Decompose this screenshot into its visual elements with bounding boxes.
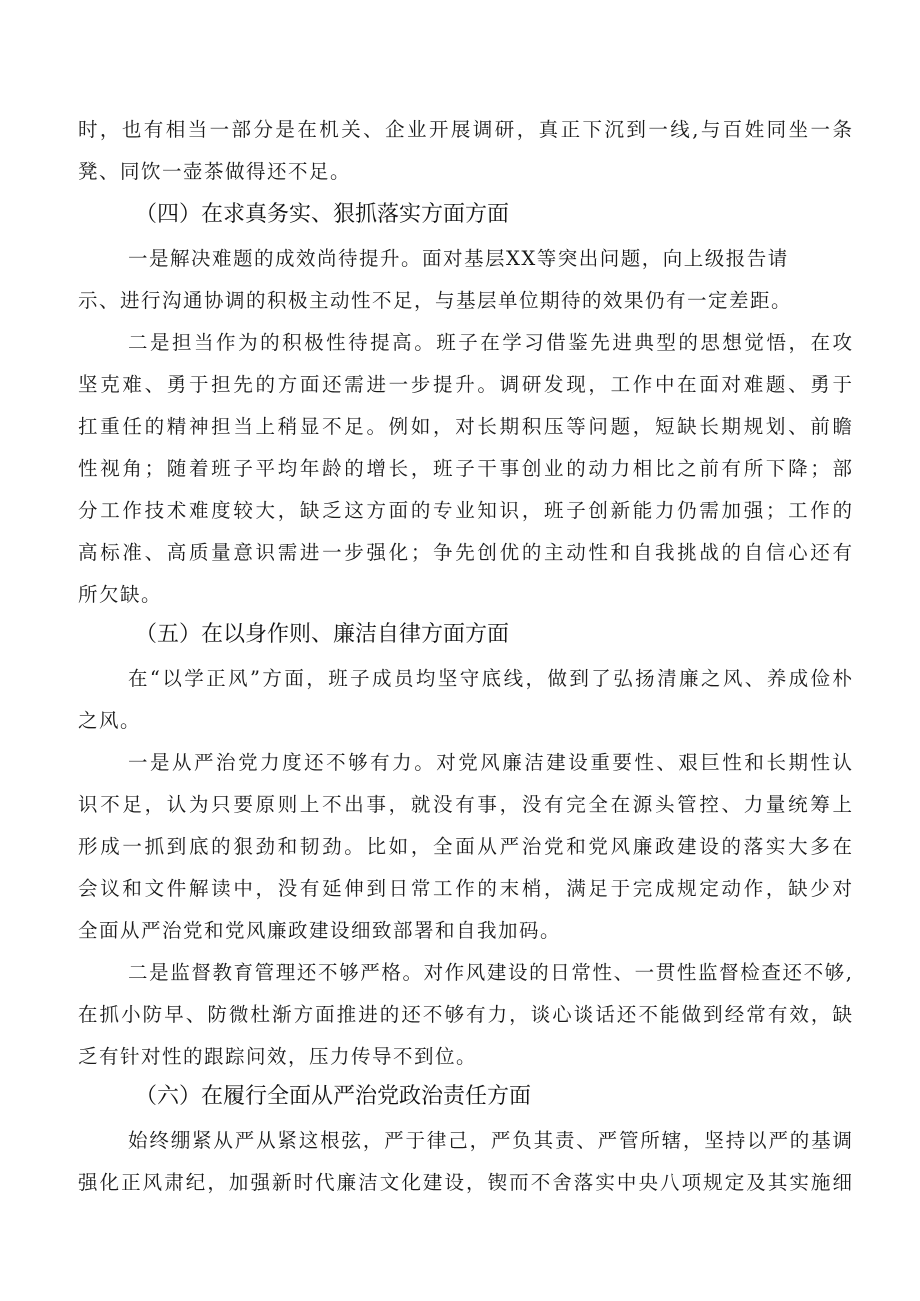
body-line: 二是担当作为的积极性待提高。班子在学习借鉴先进典型的思想觉悟，在攻 [128, 331, 852, 354]
section-heading-4: （四）在求真务实、狠抓落实方面方面 [135, 202, 510, 227]
section-heading-5: （五）在以身作则、廉洁自律方面方面 [135, 622, 510, 647]
body-line: 始终绷紧从严从紧这根弦，严于律己，严负其责、严管所辖，坚持以严的基调 [128, 1129, 852, 1152]
body-line: 强化正风肃纪，加强新时代廉洁文化建设，锲而不舍落实中央八项规定及其实施细 [78, 1171, 852, 1194]
body-line: 性视角；随着班子平均年龄的增长，班子干事创业的动力相比之前有所下降；部 [78, 457, 852, 480]
body-line: 乏有针对性的跟踪问效，压力传导不到位。 [78, 1045, 478, 1068]
body-line: 之风。 [78, 709, 142, 732]
body-line: 分工作技术难度较大，缺乏这方面的专业知识，班子创新能力仍需加强；工作的 [78, 499, 852, 522]
body-line: 示、进行沟通协调的积极主动性不足，与基层单位期待的效果仍有一定差距。 [78, 289, 793, 312]
body-line: 所欠缺。 [78, 583, 163, 606]
body-line: 坚克难、勇于担先的方面还需进一步提升。调研发现，工作中在面对难题、勇于 [78, 373, 852, 396]
section-heading-6: （六）在履行全面从严治党政治责任方面 [135, 1084, 532, 1109]
body-line: 全面从严治党和党风廉政建设细致部署和自我加码。 [78, 919, 562, 942]
body-line: 形成一抓到底的狠劲和韧劲。比如，全面从严治党和党风廉政建设的落实大多在 [78, 835, 852, 858]
body-line: 会议和文件解读中，没有延伸到日常工作的末梢，满足于完成规定动作，缺少对 [78, 877, 852, 900]
body-line: 凳、同饮一壶茶做得还不足。 [78, 160, 352, 183]
body-line: 在“以学正风”方面，班子成员均坚守底线，做到了弘扬清廉之风、养成俭朴 [128, 667, 852, 690]
body-line: 识不足，认为只要原则上不出事，就没有事，没有完全在源头管控、力量统筹上 [78, 793, 852, 816]
body-line: 一是解决难题的成效尚待提升。面对基层XX等突出问题，向上级报告请 [128, 247, 789, 270]
body-line: 一是从严治党力度还不够有力。对党风廉洁建设重要性、艰巨性和长期性认 [128, 751, 852, 774]
body-line: 高标准、高质量意识需进一步强化；争先创优的主动性和自我挑战的自信心还有 [78, 541, 852, 564]
body-line: 二是监督教育管理还不够严格。对作风建设的日常性、一贯性监督检查还不够, [128, 961, 852, 984]
body-line: 时，也有相当一部分是在机关、企业开展调研，真正下沉到一线,与百姓同坐一条 [78, 118, 852, 141]
body-line: 扛重任的精神担当上稍显不足。例如，对长期积压等问题，短缺长期规划、前瞻 [78, 415, 852, 438]
body-line: 在抓小防早、防微杜渐方面推进的还不够有力，谈心谈话还不能做到经常有效，缺 [78, 1003, 852, 1026]
